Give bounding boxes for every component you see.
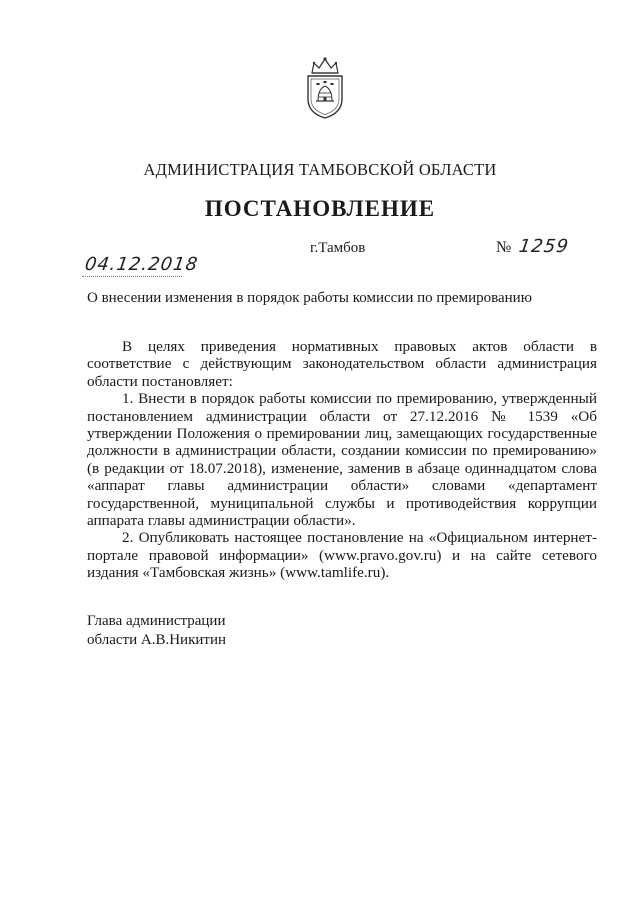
document-date: 04.12.2018 bbox=[83, 254, 200, 275]
body-preamble: В целях приведения нормативных правовых актов области в соответствие с действующим законодательством области администрация области постановляет: bbox=[87, 338, 597, 390]
organization-name: АДМИНИСТРАЦИЯ ТАМБОВСКОЙ ОБЛАСТИ bbox=[143, 160, 497, 179]
coat-of-arms-icon bbox=[300, 55, 350, 121]
document-number bbox=[496, 236, 569, 257]
number-value: 1259 bbox=[517, 236, 571, 257]
signature-line-1: Глава администрации bbox=[87, 613, 226, 629]
document-subject: О внесении изменения в порядок работы комиссии по премированию bbox=[87, 290, 532, 306]
signature-line-2: области А.В.Никитин bbox=[87, 632, 227, 648]
body-item-1: 1. Внести в порядок работы комиссии по премированию, утвержденный постановлением администрации области от 27.12.2016 № 1539 «Об утверждении Положения о премировании лиц, замещающих государственные должности в администрации области, создании комиссии по премированию» (в редакции от 18.07.2018), изменение, заменив в абзаце одиннадцатом слова «аппарат главы администрации области» словами «департамент государственной, муниципальной службы и противодействия коррупции аппарата главы администрации области». bbox=[87, 390, 597, 530]
number-label: № bbox=[496, 239, 512, 256]
document-city: г.Тамбов bbox=[310, 240, 366, 256]
date-underline bbox=[82, 276, 182, 278]
document-body bbox=[87, 338, 597, 582]
document-type-title: ПОСТАНОВЛЕНИЕ bbox=[204, 196, 436, 221]
body-item-2: 2. Опубликовать настоящее постановление на «Официальном интернет-портале правовой информации» (www.pravo.gov.ru) и на сайте сетевого издания «Тамбовская жизнь» (www.tamlife.ru). bbox=[87, 529, 597, 582]
signature-block bbox=[87, 612, 226, 650]
